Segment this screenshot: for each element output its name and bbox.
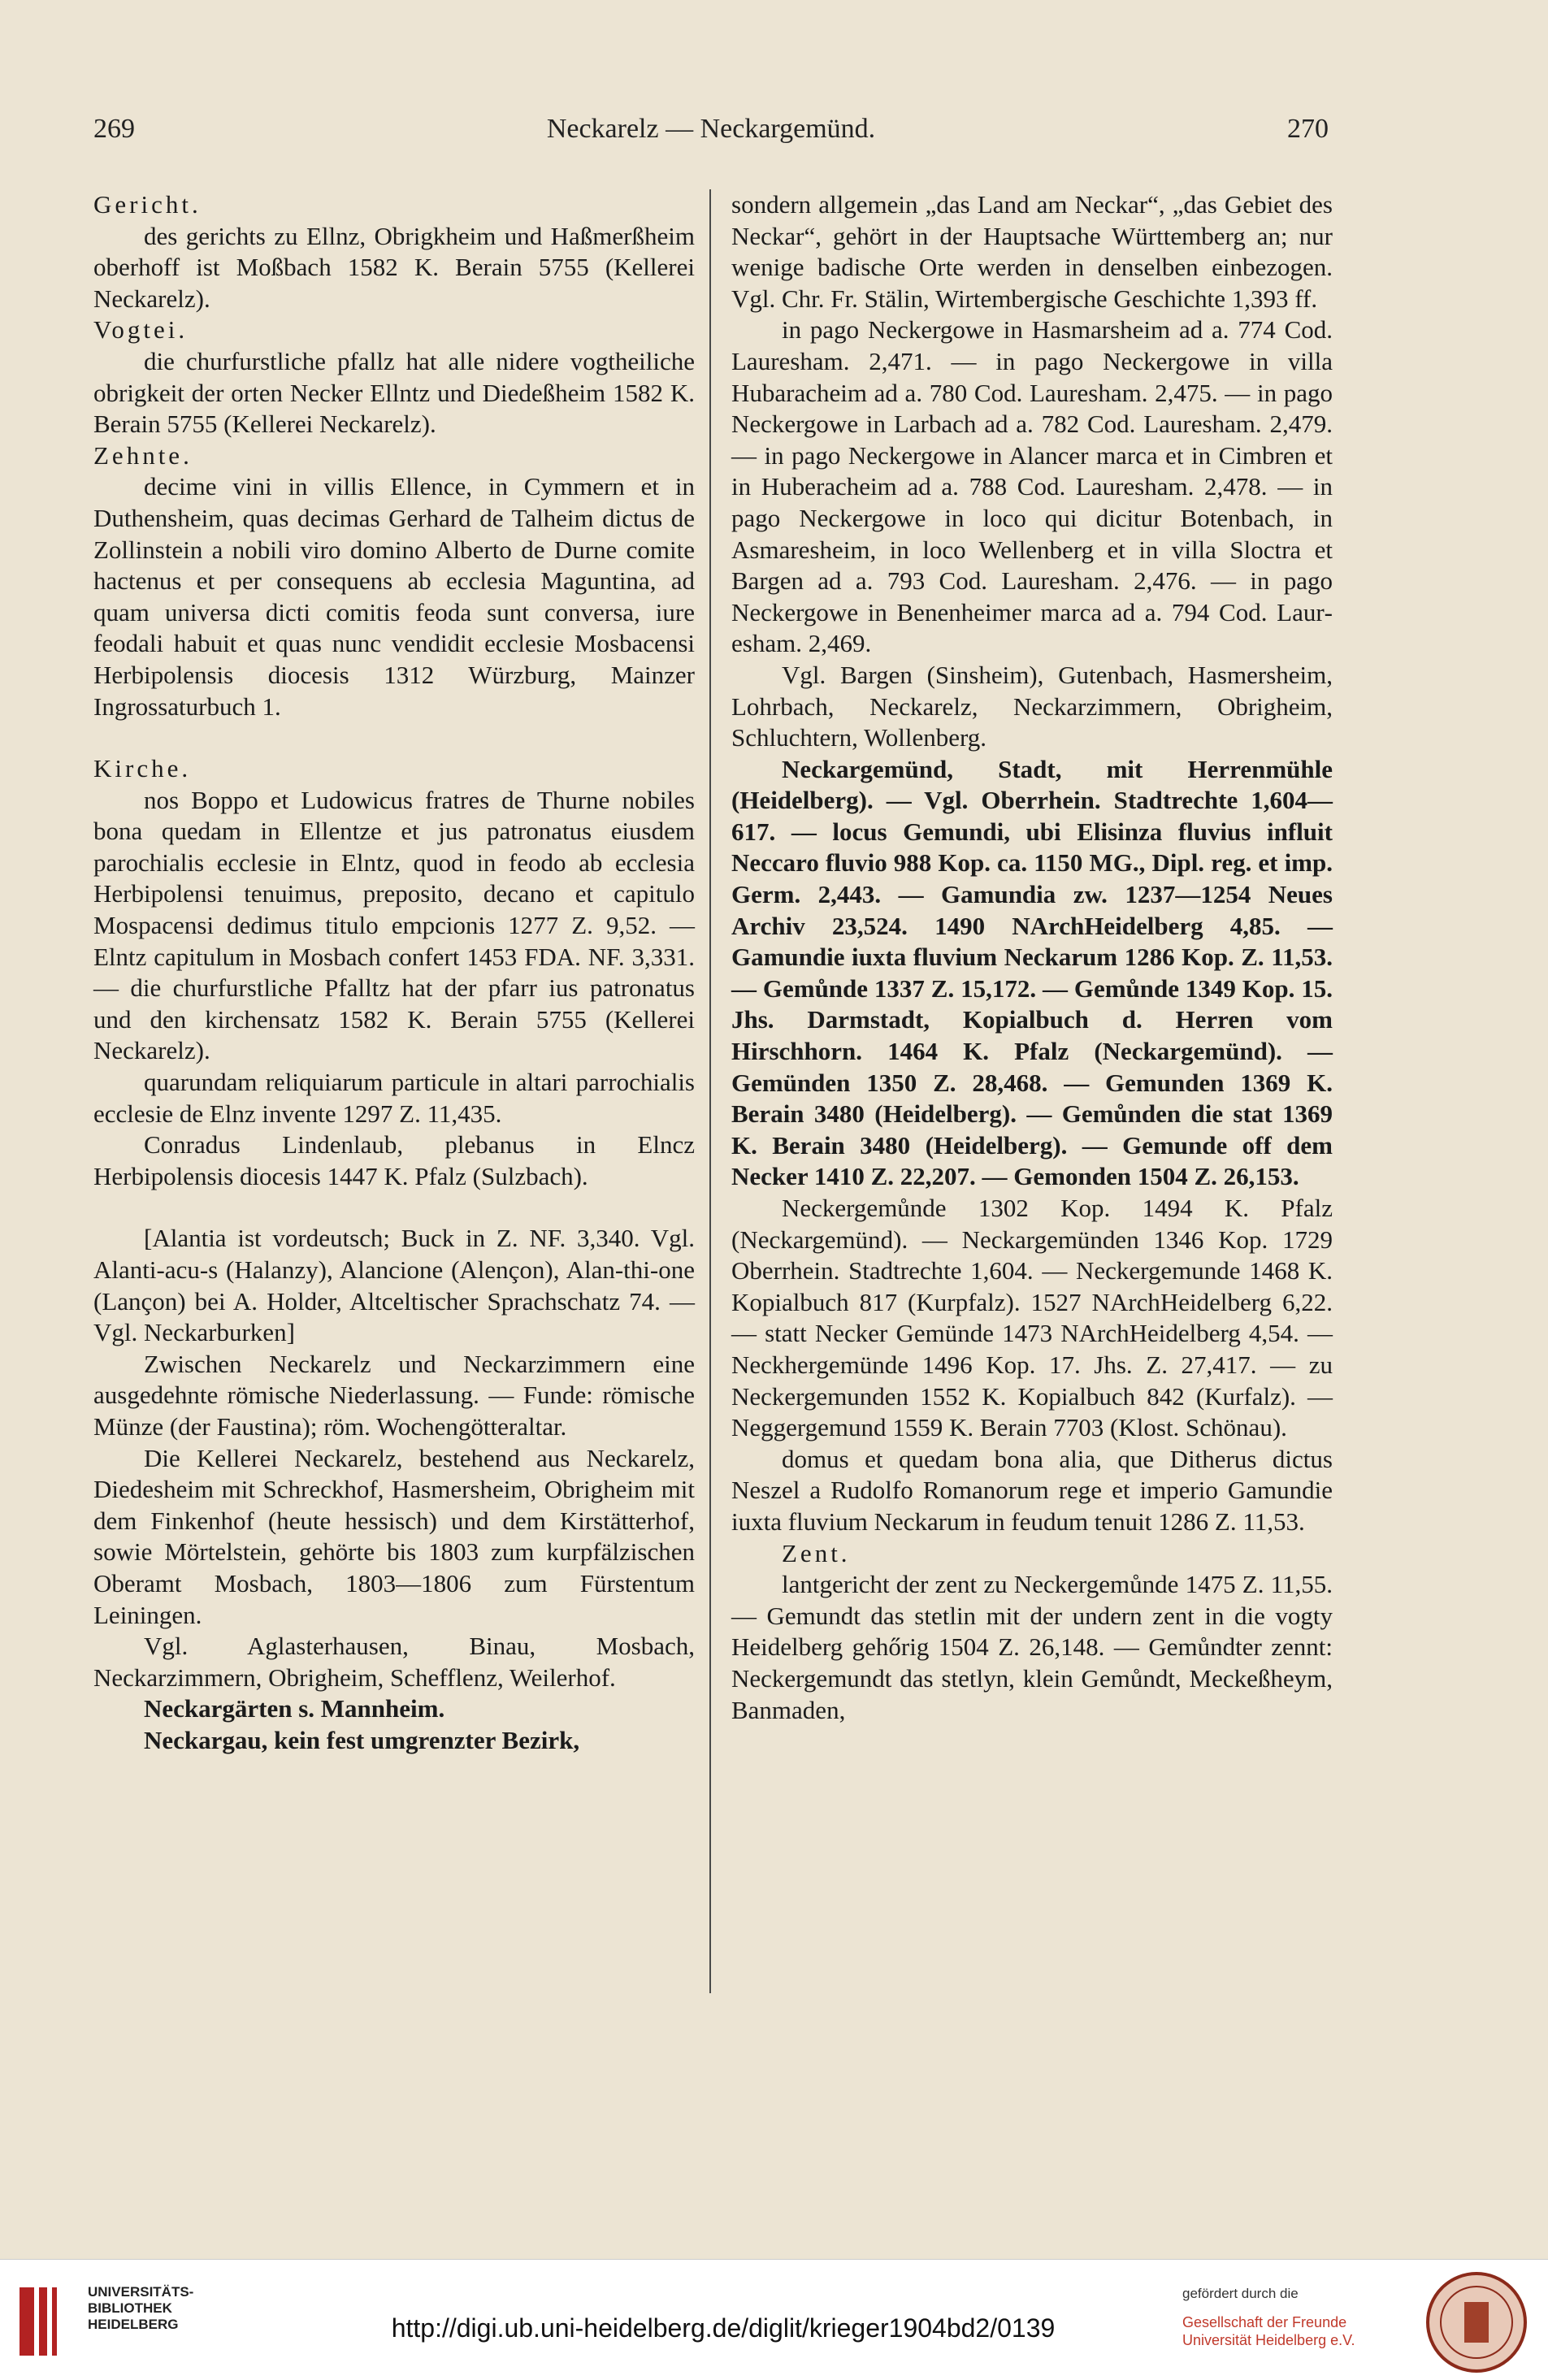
- section-heading-zent: Zent.: [782, 1538, 851, 1567]
- paragraph: Conradus Lindenlaub, plebanus in Elncz Herbipolensis diocesis 1447 K. Pfalz (Sulzbach).: [93, 1130, 695, 1190]
- page-number-right: 270: [1287, 114, 1329, 144]
- paragraph: Die Kellerei Neckarelz, bestehend aus Neckarelz, Diedesheim mit Schreckhof, Hasmersheim, Obrigheim mit dem Finkenhof (heute hessisch) und dem Kirstätterhof, sowie Mörtelstein, gehörte bis 1803 zum kurpfälzischen Oberamt Mosbach, 1803—1806 zum Fürstentum Leiningen.: [93, 1443, 695, 1629]
- section-heading-zehnte: Zehnte.: [93, 440, 193, 470]
- section-heading-vogtei: Vogtei.: [93, 315, 189, 345]
- paragraph: Vgl. Aglasterhausen, Binau, Mosbach, Neckarzimmern, Obrigheim, Schefflenz, Weilerhof.: [93, 1632, 695, 1692]
- paragraph: lantgericht der zent zu Neckergemůnde 1475 Z. 11,55. — Gemundt das stetlin mit der undern zent in die vogty Heidelberg gehőrig 1504 Z. 26,148. — Gemůndter zennt: Neckergemundt das stetlyn, klein Gemůndt, Meckeßheym, Banmaden,: [731, 1570, 1333, 1724]
- left-column: [93, 189, 695, 1757]
- section-heading-gericht: Gericht.: [93, 190, 202, 219]
- paragraph: Zwischen Neckarelz und Neckarzimmern eine ausgedehnte römische Niederlassung. — Funde: römische Münze (der Faustina); röm. Wochengötteraltar.: [93, 1349, 695, 1441]
- running-title: Neckarelz — Neckargemünd.: [546, 114, 876, 144]
- paragraph: domus et quedam bona alia, que Ditherus dictus Neszel a Rudolfo Romanorum rege et imperio Gamundie iuxta fluvium Neckarum in feudum tenuit 1286 Z. 11,53.: [731, 1444, 1333, 1536]
- paragraph: Neckergemůnde 1302 Kop. 1494 K. Pfalz (Neckargemünd). — Neckargemünden 1346 Kop. 1729 Oberrhein. Stadtrechte 1,604. — Neckergemunde 1468 K. Kopialbuch 817 (Kurpfalz). 1527 NArchHeidelberg 6,22. — statt Necker Gemünde 1473 NArchHeidelberg 4,54. — Neckhergemünde 1496 Kop. 17. Jhs. Z. 27,417. — zu Neckergemunden 1552 K. Kopialbuch 842 (Kurfalz). — Neggergemund 1559 K. Berain 7703 (Klost. Schönau).: [731, 1194, 1333, 1442]
- spacer: [93, 722, 695, 753]
- spacer: [93, 1192, 695, 1223]
- paragraph: die churfurstliche pfallz hat alle nidere vogtheiliche obrigkeit der orten Necker Ellntz und Diedeßheim 1582 K. Berain 5755 (Kellerei Neckarelz).: [93, 346, 695, 439]
- section-heading-kirche: Kirche.: [93, 754, 192, 783]
- document-url-link[interactable]: http://digi.ub.uni-heidelberg.de/diglit/krieger1904bd2/0139: [391, 2313, 1056, 2343]
- footer-bar: [0, 2259, 1548, 2380]
- paragraph: Vgl. Bargen (Sinsheim), Gutenbach, Hasmersheim, Lohrbach, Neckarelz, Neckarzimmern, Obrigheim, Schluchtern, Wollenberg.: [731, 660, 1333, 752]
- library-logo-icon: [16, 2282, 81, 2360]
- paragraph: nos Boppo et Ludowicus fratres de Thurne nobiles bona quedam in Ellentze et jus patronatus eiusdem parochialis ecclesie in Elntz, quod in feodo ab ecclesia Herbipolensi tenuimus, preposito, decano et capitulo Mospacensi dedimus titulo empcionis 1277 Z. 9,52. — Elntz capitulum in Mosbach confert 1453 FDA. NF. 3,331. — die churfurstliche Pfalltz hat der pfarr ius patronatus und den kirchensatz 1582 K. Berain 5755 (Kellerei Neckarelz).: [93, 785, 695, 1065]
- paragraph: des gerichts zu Ellnz, Obrigkheim und Haßmerßheim oberhoff ist Moßbach 1582 K. Berain 5755 (Kellerei Neckarelz).: [93, 221, 695, 313]
- paragraph: in pago Neckergowe in Hasmarsheim ad a. 774 Cod. Lauresham. 2,471. — in pago Neckergowe in villa Hubaracheim ad a. 780 Cod. Lauresham. 2,475. — in pago Neckergowe in Larbach ad a. 782 Cod. Lauresham. 2,479. — in pago Neckergowe in Alancer marca et in Cimbren et in Huberacheim ad a. 788 Cod. Lauresham. 2,478. — in pago Neckergowe in loco qui dicitur Botenbach, in Asmaresheim, in loco Wellenberg et in villa Sloctra et Bargen ad a. 793 Cod. Lauresham. 2,476. — in pago Neckergowe in Benenheimer marca ad a. 794 Cod. Lauresham. 2,469.: [731, 315, 1333, 658]
- page-header: [93, 114, 1329, 154]
- paragraph: [Alantia ist vordeutsch; Buck in Z. NF. 3,340. Vgl. Alanti-acu-s (Halanzy), Alancione (Alençon), Alan-thi-one (Lançon) bei A. Holder, Altceltischer Sprachschatz 74. — Vgl. Neckarburken]: [93, 1224, 695, 1347]
- paragraph: quarundam reliquiarum particule in altari parrochialis ecclesie de Elnz invente 1297 Z. 11,435.: [93, 1068, 695, 1128]
- society-name: Gesellschaft der Freunde Universität Heidelberg e.V.: [1182, 2314, 1355, 2348]
- paragraph: decime vini in villis Ellence, in Cymmern et in Duthensheim, quas decimas Gerhard de Talheim dictus de Zollinstein a nobili viro domino Alberto de Durne comite hactenus et per consequens ab ecclesia Maguntina, ad quam universa dicti comitis feoda sunt conversa, iure feodali habuit et quas nunc vendidit ecclesie Mosbacensi Herbipolensis diocesis 1312 Würzburg, Mainzer Ingrossaturbuch 1.: [93, 472, 695, 721]
- entry-neckargau: Neckargau, kein fest umgrenzter Bezirk,: [144, 1725, 580, 1754]
- column-divider: [709, 189, 711, 1993]
- page-number-left: 269: [93, 114, 135, 144]
- funded-by-text: gefördert durch die: [1182, 2286, 1299, 2301]
- entry-neckargaerten: Neckargärten s. Mannheim.: [144, 1694, 445, 1723]
- university-seal-icon: [1424, 2269, 1529, 2375]
- paragraph: sondern allgemein „das Land am Neckar“, „das Gebiet des Neckar“, gehört in der Hauptsache Württemberg an; nur wenige badische Orte werden in denselben einbezogen. Vgl. Chr. Fr. Stälin, Wirtembergische Geschichte 1,393 ff.: [731, 190, 1333, 313]
- library-name: UNIVERSITÄTS- BIBLIOTHEK HEIDELBERG: [88, 2284, 194, 2332]
- entry-neckargemuend: Neckargemünd, Stadt, mit Herrenmühle (Heidelberg). — Vgl. Oberrhein. Stadtrechte 1,604—617. — locus Gemundi, ubi Elisinza fluvius influit Neccaro fluvio 988 Kop. ca. 1150 MG., Dipl. reg. et imp. Germ. 2,443. — Gamundia zw. 1237—1254 Neues Archiv 23,524. 1490 NArchHeidelberg 4,85. — Gamundie iuxta fluvium Neckarum 1286 Kop. Z. 11,53. — Gemůnde 1337 Z. 15,172. — Gemůnde 1349 Kop. 15. Jhs. Darmstadt, Kopialbuch d. Herren vom Hirschhorn. 1464 K. Pfalz (Neckargemünd). — Gemünden 1350 Z. 28,468. — Gemunden 1369 K. Berain 3480 (Heidelberg). — Gemůnden die stat 1369 K. Berain 3480 (Heidelberg). — Gemunde off dem Necker 1410 Z. 22,207. — Gemonden 1504 Z. 26,153.: [731, 754, 1333, 1191]
- right-column: [731, 189, 1333, 1726]
